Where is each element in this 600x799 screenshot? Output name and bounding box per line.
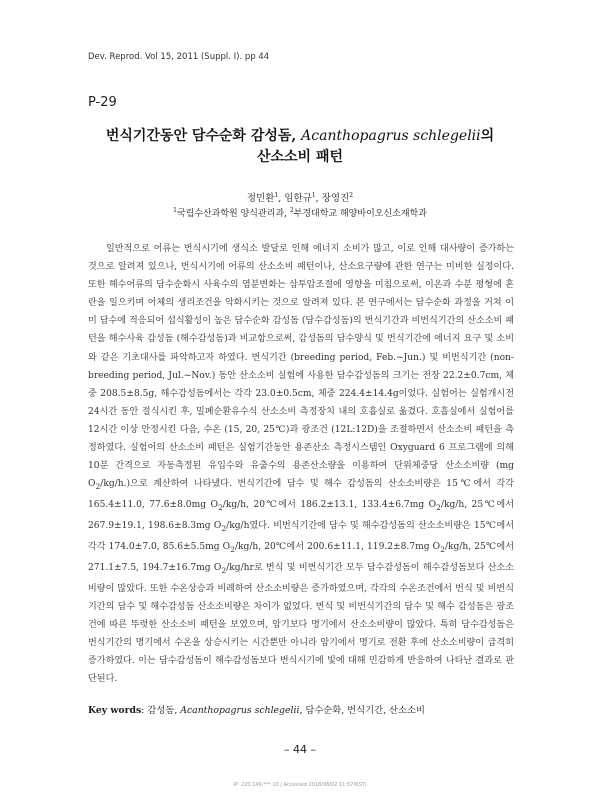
title-prefix: 번식기간동안 담수순화 감성돔, [105, 128, 302, 144]
title-species: Acanthopagrus schlegelii [301, 128, 481, 144]
affiliations: $^1$국립수산과학원 양식관리과, $^2$부경대학교 해양바이오신소재학과 [173, 207, 427, 219]
journal-header: Dev. Reprod. Vol 15, 2011 (Suppl. I). pp 44 [88, 52, 270, 62]
abstract-text: /kg/h, 25℃에서 267.9±19.1, 198.6±8.3mg O [88, 500, 514, 532]
affil-sup: 2 [289, 207, 294, 214]
author-name: 장영진 [321, 193, 350, 204]
keywords-label: Key words [88, 705, 142, 716]
keywords-species: Acanthopagrus schlegelii [180, 705, 300, 716]
subscript: 2 [221, 565, 227, 575]
author-sup: 1 [274, 191, 279, 199]
page-number: – 44 – [284, 743, 316, 756]
subscript: 2 [436, 502, 441, 512]
affil-text: 국립수산과학원 양식관리과 [176, 209, 285, 219]
subscript: 2 [221, 523, 227, 533]
affil-text: 부경대학교 해양바이오신소재학과 [293, 209, 427, 219]
keywords [88, 702, 514, 716]
abstract-text: /kg/h, 20℃에서 186.2±13.1, 133.4±6.7mg O [222, 500, 437, 511]
abstract-text: /kg/h.)으로 계산하여 나타냈다. 번식기간에 담수 및 해수 감성돔의 산소소비량은 15℃에서 각각 165.4±11.0, 77.6±8.0mg O [88, 479, 514, 511]
poster-code: P-29 [88, 95, 117, 110]
abstract-text: /kg/h, 20℃에서 200.6±11.1, 119.2±8.7mg O [234, 541, 441, 552]
paper-title [40, 126, 560, 168]
keywords-sep: : [141, 705, 148, 716]
affil-sup: 1 [173, 207, 177, 214]
keywords-prefix: 감성돔, [147, 705, 181, 716]
author-list: 정민환$^1$, 임한규$^1$, 장영진$^2$ [246, 191, 354, 204]
subscript: 2 [95, 482, 101, 492]
author-sup: 2 [349, 191, 354, 199]
abstract-paragraph [88, 240, 514, 688]
subscript: 2 [440, 544, 445, 554]
author-name: 정민환 [246, 193, 275, 204]
access-footer: IP: 220.149.***.10 | Accessed 2018/08/02 11:57(KST) [233, 782, 367, 788]
abstract-text: /kg/h, 25℃에서 271.1±7.5, 194.7±16.7mg O [88, 541, 515, 573]
subscript: 2 [230, 544, 235, 554]
abstract-text: /kg/hr로 번식 및 비번식기간 모두 담수감성돔이 해수감성돔보다 산소소비량이 많았다. 또한 수온상승과 비례하여 산소소비량은 증가하였으며, 각각의 수온조건에서 번식 및 비번식 기간의 담수 및 해수감성돔 산소소비량은 차이가 없었다. 번식 및 비번식기간의 담수 및 해수 감성돔은 광조건에 따른 뚜렷한 산소소비 패턴을 보였으며, 암기보다 명기에서 산소소비량이 많았다. 특히 담수감성돔은 번식기간의 명기에서 수온을 상승시키는 시간뿐만 아니라 암기에서 명기로 전환 후에 산소소비량이 급격히 증가하였다. 이는 담수감성돔이 해수감성돔보다 번식시기에 빛에 대해 민감하게 반응하여 나타난 결과로 판단된다. [88, 562, 514, 685]
abstract-text: /kg/h였다. 비번식기간에 담수 및 해수감성돔의 산소소비량은 15℃에서 각각 174.0±7.0, 85.6±5.5mg O [88, 521, 514, 552]
title-line2: 산소소비 패턴 [256, 149, 344, 165]
author-name: 임한규 [284, 193, 312, 204]
title-suffix: 의 [480, 128, 495, 144]
keywords-suffix: , 담수순화, 번식기간, 산소소비 [299, 705, 425, 716]
author-sup: 1 [311, 191, 316, 199]
subscript: 2 [217, 502, 223, 512]
abstract-text: 일반적으로 어류는 번식시기에 생식소 발달로 인해 에너지 소비가 많고, 이로 인해 대사량이 증가하는 것으로 알려져 있으나, 번식시기에 어류의 산소소비 패턴이나, 산소요구량에 관한 연구는 미비한 실정이다. 또한 해수어류의 담수순화시 사육수의 염분변화는 삼투압조절에 영향을 미침으로써, 이온과 수분 평형에 혼란을 일으키며 어체의 생리조건을 악화시키는 것으로 알려져 있다. 본 연구에서는 담수순화 과정을 거쳐 이미 담수에 적응되어 섭식활성이 높은 담수순화 감성돔 (담수감성돔)의 번식기간과 비번식기간의 산소소비 패턴을 해수사육 감성돔 (해수감성돔)과 비교함으로써, 감성돔의 담수양식 및 번식기간에 에너지 요구 및 소비와 같은 기초대사를 파악하고자 하였다. 번식기간 (breeding period, Feb.~Jun.) 및 비번식기간 (non-breeding period, Jul.~Nov.) 동안 산소소비 실험에 사용한 담수감성돔의 크기는 전장 22.2±0.7cm, 체중 208.5±8.5g, 해수감성돔에서는 각각 23.0±0.5cm, 체중 224.4±14.4g이었다. 실험어는 실험개시전 24시간 동안 절식시킨 후, 밀폐순환유수식 산소소비 측정장치 내의 호흡실로 옮겼다. 호흡실에서 실험어를 12시간 이상 안정시킨 다음, 수온 (15, 20, 25℃)과 광조건 (12L:12D)을 조절하면서 산소소비 패턴을 측정하였다. 실험어의 산소소비 패턴은 실험기간동안 용존산소 측정시스템인 Oxyguard 6 프로그램에 의해 10분 간격으로 자동측정된 유입수와 유출수의 용존산소량을 이용하여 단위체중당 산소소비량 (mg O [88, 244, 514, 490]
